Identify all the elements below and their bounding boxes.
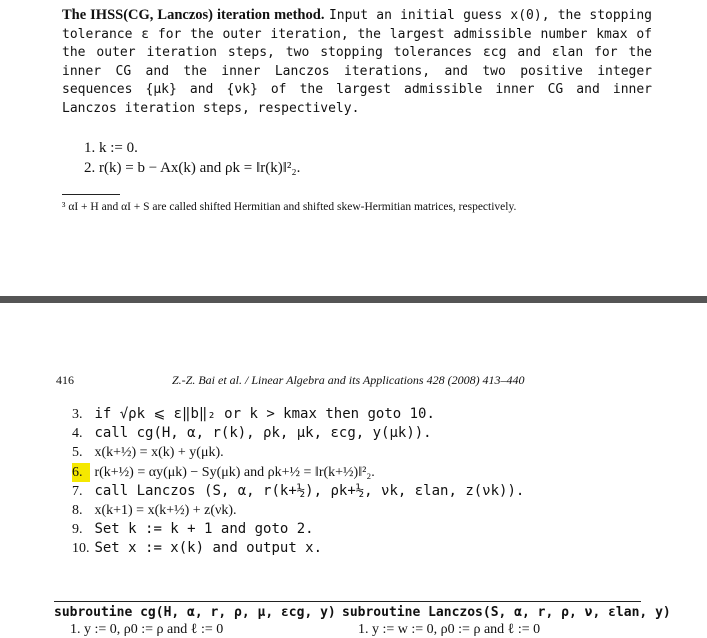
step-7-text: call Lanczos (S, α, r(k+½), ρk+½, νk, εlan, z(νk)).	[94, 482, 525, 499]
top-page-fragment	[0, 0, 707, 295]
footnote: ³ αI + H and αI + S are called shifted Hermitian and shifted skew-Hermitian matrices, respectively.	[62, 201, 517, 213]
step-3-text: if √ρk ⩽ ε‖b‖₂ or k > kmax then goto 10.	[94, 406, 435, 422]
step-3: 3. if √ρk ⩽ ε‖b‖₂ or k > kmax then goto 10.	[72, 406, 435, 422]
step-10: 10. Set x := x(k) and output x.	[72, 540, 323, 557]
step-1-text: k := 0.	[99, 140, 138, 156]
page-separator	[0, 296, 707, 303]
subroutine-lanczos	[342, 604, 671, 638]
algorithm-intro-text: Input an initial guess x(0), the stopping tolerance ε for the outer iteration, the largest admissible number kmax of the outer iteration steps, two stopping tolerances εcg and εlan for the inner CG and the inner Lanczos iterations, and two positive integer sequences {μk} and {νk} of the largest admissible inner CG and inner Lanczos iteration steps, respectively.	[62, 8, 652, 116]
step-6-text: r(k+½) = αy(μk) − Sy(μk) and ρk+½ = ‖r(k+½)‖²₂.	[94, 464, 375, 480]
algorithm-steps-top	[84, 138, 300, 178]
subroutine-lanczos-header: subroutine Lanczos(S, α, r, ρ, ν, εlan, y)	[342, 605, 671, 620]
subroutine-cg	[54, 604, 336, 638]
subroutine-lanczos-line-1: 1. y := w := 0, ρ0 := ρ and ℓ := 0	[358, 622, 541, 637]
subroutine-cg-header: subroutine cg(H, α, r, ρ, μ, εcg, y)	[54, 605, 336, 620]
step-8-text: x(k+1) = x(k+½) + z(νk).	[94, 502, 237, 518]
page-number: 416	[56, 373, 74, 387]
step-9-text: Set k := k + 1 and goto 2.	[94, 521, 314, 538]
footnote-rule	[62, 194, 120, 195]
subroutine-rule	[54, 601, 641, 602]
step-7: 7. call Lanczos (S, α, r(k+½), ρk+½, νk, εlan, z(νk)).	[72, 482, 525, 499]
step-4-text: call cg(H, α, r(k), ρk, μk, εcg, y(μk)).	[94, 425, 432, 442]
step-8: 8. x(k+1) = x(k+½) + z(νk).	[72, 502, 237, 518]
subroutine-cg-line-1: 1. y := 0, ρ0 := ρ and ℓ := 0	[70, 622, 224, 637]
step-6	[72, 463, 524, 482]
step-6-highlight: 6.	[72, 463, 90, 482]
step-4: 4. call cg(H, α, r(k), ρk, μk, εcg, y(μk)).	[72, 425, 432, 442]
step-2: 2. r(k) = b − Ax(k) and ρk = ‖r(k)‖²₂.	[84, 160, 301, 176]
step-2-text: r(k) = b − Ax(k) and ρk = ‖r(k)‖²₂.	[99, 160, 301, 176]
algorithm-steps-bottom	[72, 405, 524, 559]
algorithm-title: The IHSS(CG, Lanczos) iteration method.	[62, 7, 325, 23]
step-10-text: Set x := x(k) and output x.	[94, 540, 323, 557]
running-head: Z.-Z. Bai et al. / Linear Algebra and its Applications 428 (2008) 413–440	[172, 373, 525, 387]
step-5-text: x(k+½) = x(k) + y(μk).	[94, 445, 224, 461]
step-1: 1. k := 0.	[84, 140, 138, 156]
step-9: 9. Set k := k + 1 and goto 2.	[72, 521, 314, 538]
step-5: 5. x(k+½) = x(k) + y(μk).	[72, 445, 224, 461]
algorithm-intro	[62, 6, 652, 118]
